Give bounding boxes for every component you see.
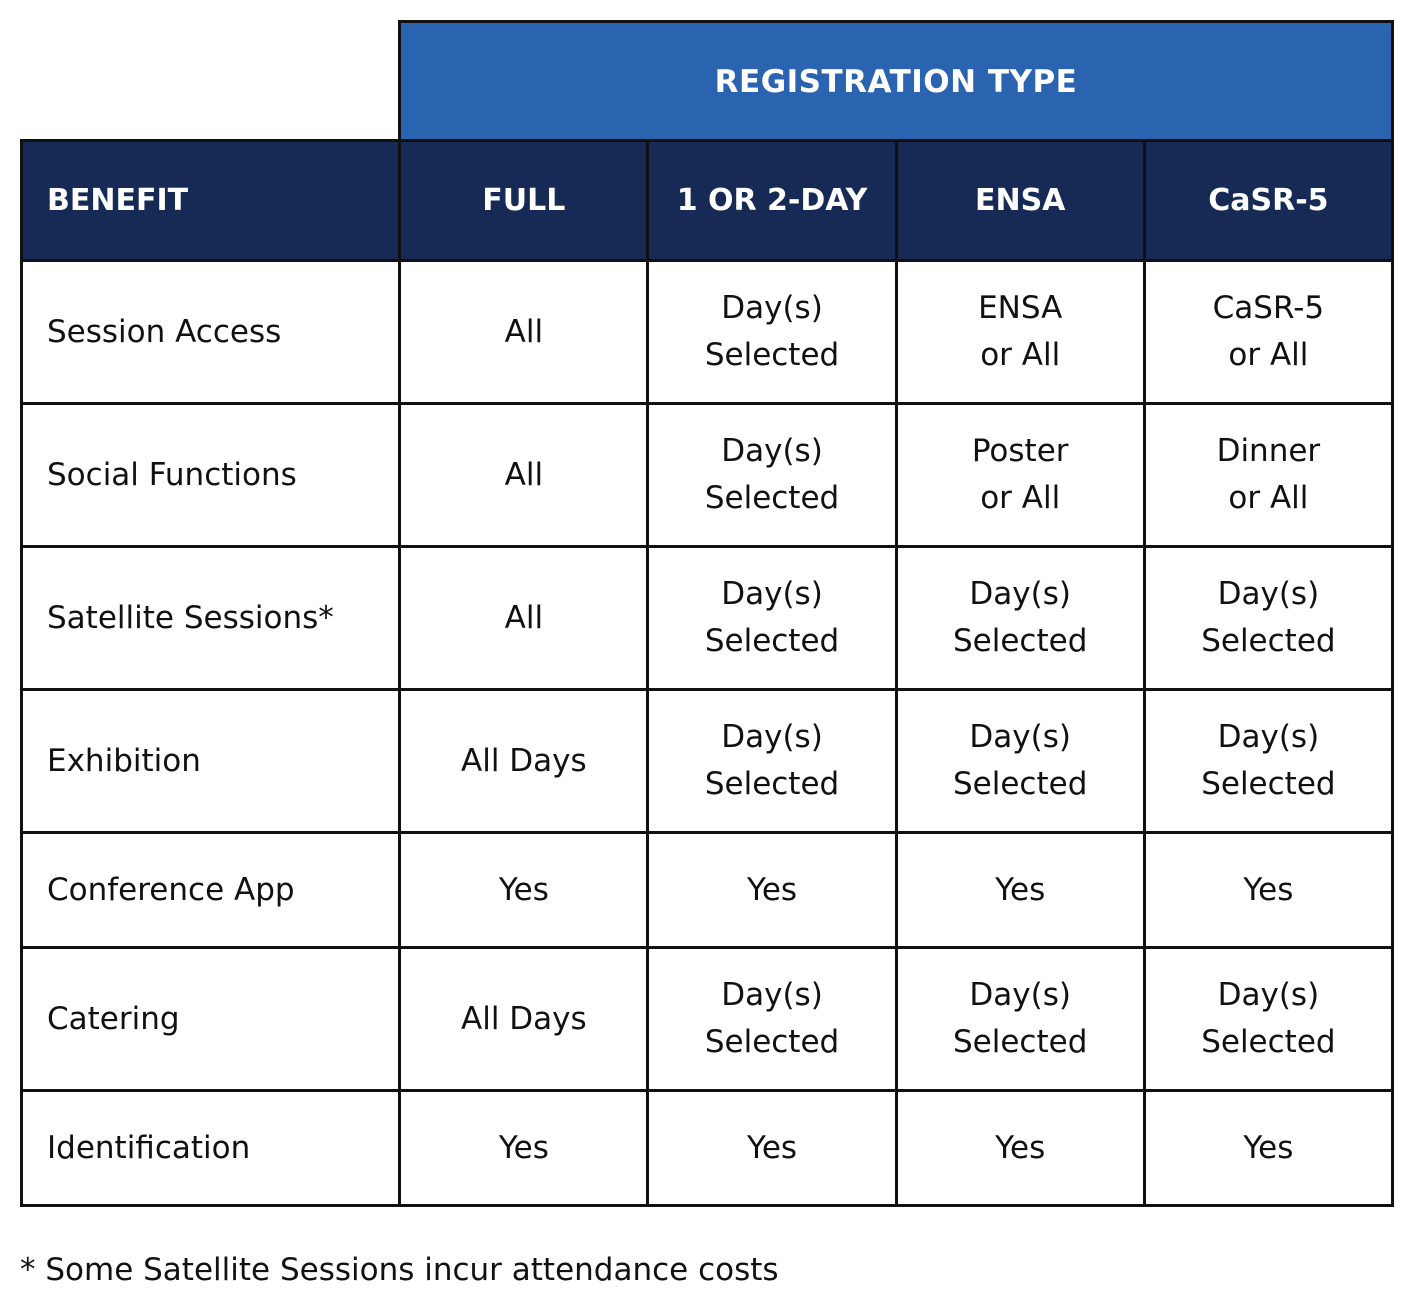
cell-line: Yes	[498, 1129, 549, 1166]
table-row	[22, 404, 1393, 547]
benefits-table	[20, 139, 1394, 1207]
cell-line: Day(s)	[969, 719, 1071, 755]
column-header-full: FULL	[400, 141, 648, 261]
cell-ensa	[896, 948, 1144, 1091]
cell-line: Yes	[747, 1129, 798, 1166]
cell-line: Day(s)	[969, 977, 1071, 1013]
table-row	[22, 833, 1393, 948]
cell-casr5	[1144, 261, 1392, 404]
cell-line: Selected	[704, 1024, 840, 1060]
cell-line: Day(s)	[969, 576, 1071, 612]
cell-line: or All	[980, 480, 1061, 516]
cell-full	[400, 690, 648, 833]
cell-full	[400, 404, 648, 547]
cell-ensa	[896, 1091, 1144, 1206]
benefit-name-cell: Identification	[22, 1091, 400, 1206]
table-row	[22, 948, 1393, 1091]
cell-casr5	[1144, 547, 1392, 690]
benefit-name-cell: Conference App	[22, 833, 400, 948]
cell-line: Poster	[971, 433, 1069, 469]
cell-line: Yes	[747, 871, 798, 908]
cell-line: or All	[980, 337, 1061, 373]
table-row	[22, 547, 1393, 690]
cell-1-or-2-day	[648, 690, 896, 833]
table-row	[22, 261, 1393, 404]
cell-line: Day(s)	[1217, 977, 1320, 1013]
cell-line: Selected	[1201, 1024, 1336, 1060]
cell-line: Yes	[995, 1129, 1046, 1166]
cell-line: Selected	[704, 480, 840, 516]
cell-casr5	[1144, 404, 1392, 547]
cell-line: Day(s)	[721, 290, 823, 326]
cell-1-or-2-day	[648, 948, 896, 1091]
cell-1-or-2-day	[648, 833, 896, 948]
cell-full	[400, 1091, 648, 1206]
cell-line: Yes	[995, 871, 1046, 908]
cell-1-or-2-day	[648, 547, 896, 690]
cell-line: ENSA	[978, 290, 1063, 326]
cell-line: Selected	[704, 337, 840, 373]
footnote: * Some Satellite Sessions incur attendance costs	[20, 1252, 779, 1288]
cell-full	[400, 948, 648, 1091]
cell-1-or-2-day	[648, 261, 896, 404]
cell-full	[400, 547, 648, 690]
column-header-ensa: ENSA	[896, 141, 1144, 261]
cell-line: All Days	[461, 1000, 587, 1037]
cell-full	[400, 261, 648, 404]
cell-line: Selected	[1201, 766, 1336, 802]
table-row	[22, 1091, 1393, 1206]
benefit-name-cell: Catering	[22, 948, 400, 1091]
cell-line: Day(s)	[721, 576, 823, 612]
cell-line: or All	[1228, 337, 1309, 373]
cell-1-or-2-day	[648, 1091, 896, 1206]
cell-line: All	[504, 456, 544, 493]
cell-ensa	[896, 690, 1144, 833]
cell-line: or All	[1228, 480, 1309, 516]
cell-line: Day(s)	[721, 719, 823, 755]
cell-line: Yes	[1243, 871, 1294, 908]
cell-full	[400, 833, 648, 948]
cell-line: Day(s)	[1217, 576, 1320, 612]
cell-line: Yes	[1243, 1129, 1294, 1166]
cell-line: Dinner	[1216, 433, 1321, 469]
column-header-casr5: CaSR-5	[1144, 141, 1392, 261]
cell-ensa	[896, 833, 1144, 948]
table-row	[22, 690, 1393, 833]
cell-line: Yes	[498, 871, 549, 908]
cell-casr5	[1144, 690, 1392, 833]
benefit-name-cell: Exhibition	[22, 690, 400, 833]
column-header-1-or-2-day: 1 OR 2-DAY	[648, 141, 896, 261]
column-header-benefit: BENEFIT	[22, 141, 400, 261]
cell-casr5	[1144, 1091, 1392, 1206]
cell-line: All	[504, 313, 544, 350]
cell-line: Selected	[953, 1024, 1088, 1060]
cell-line: Day(s)	[721, 977, 823, 1013]
benefit-name-cell: Social Functions	[22, 404, 400, 547]
cell-line: Day(s)	[1217, 719, 1320, 755]
benefit-name-cell: Satellite Sessions*	[22, 547, 400, 690]
registration-type-header	[398, 20, 1394, 141]
cell-line: All Days	[461, 742, 587, 779]
benefit-name-cell: Session Access	[22, 261, 400, 404]
cell-casr5	[1144, 833, 1392, 948]
cell-line: Selected	[704, 623, 840, 659]
cell-line: Selected	[704, 766, 840, 802]
table-header-row	[22, 141, 1393, 261]
cell-ensa	[896, 261, 1144, 404]
cell-casr5	[1144, 948, 1392, 1091]
cell-line: CaSR-5	[1212, 290, 1325, 326]
registration-type-label: REGISTRATION TYPE	[714, 64, 1078, 100]
cell-line: All	[504, 599, 544, 636]
cell-line: Day(s)	[721, 433, 823, 469]
cell-ensa	[896, 547, 1144, 690]
cell-1-or-2-day	[648, 404, 896, 547]
cell-ensa	[896, 404, 1144, 547]
cell-line: Selected	[953, 623, 1088, 659]
cell-line: Selected	[1201, 623, 1336, 659]
cell-line: Selected	[953, 766, 1088, 802]
